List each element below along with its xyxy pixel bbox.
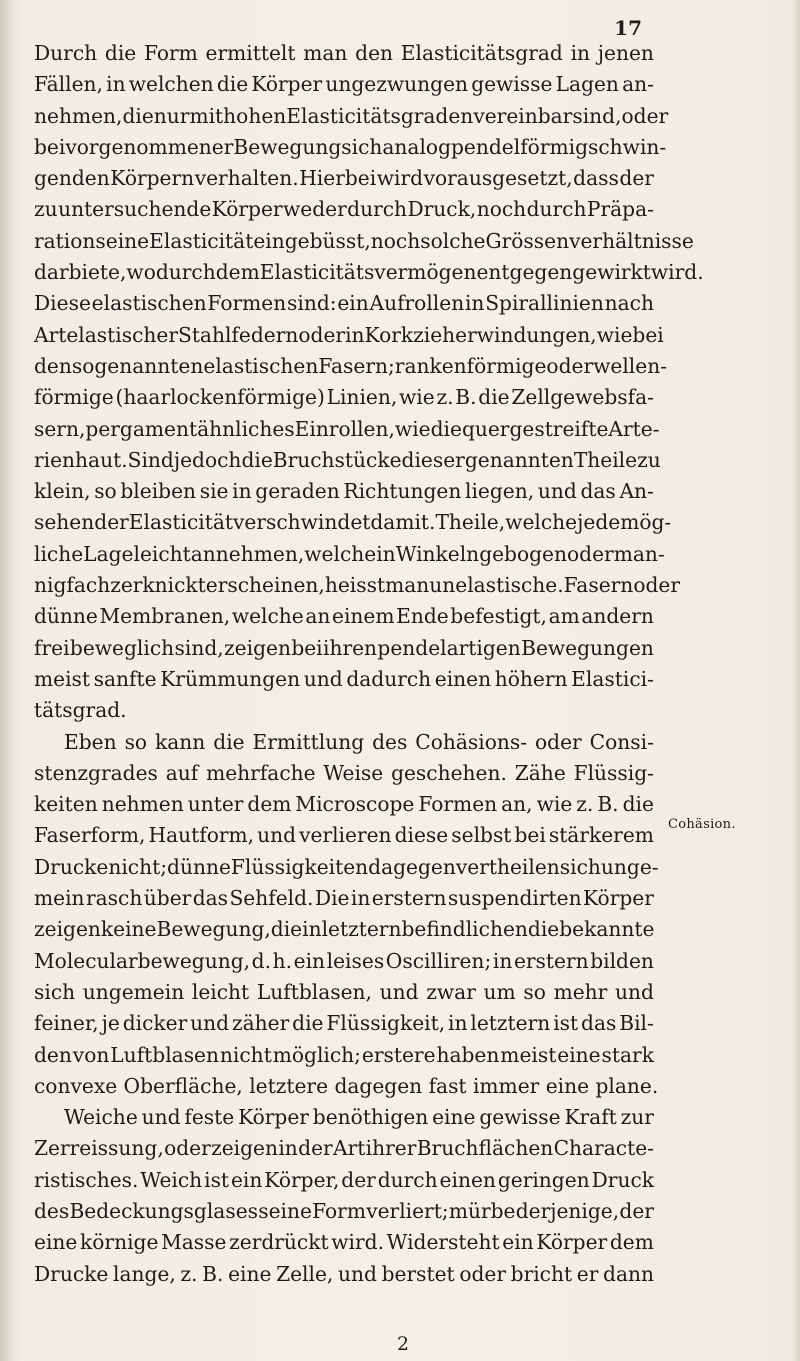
margin-note: Cohäsion.	[668, 817, 736, 832]
text-line: tätsgrad.	[34, 698, 127, 723]
text-line: Zerreissung, oder zeigen in der Art ihrer Bruchflächen Characte-	[34, 1136, 654, 1161]
text-line: stenzgrades auf mehrfache Weise geschehen. Zähe Flüssig-	[34, 760, 654, 785]
text-line: Drucke lange, z. B. eine Zelle, und berstet oder bricht er dann	[34, 1261, 654, 1286]
text-line: ristisches. Weich ist ein Körper, der durch einen geringen Druck	[34, 1167, 654, 1192]
text-line: keiten nehmen unter dem Microscope Formen an, wie z. B. die	[34, 792, 654, 817]
text-line: mein rasch über das Sehfeld. Die in erstern suspendirten Körper	[34, 886, 654, 911]
text-line: Diese elastischen Formen sind: ein Aufrollen in Spirallinien nach	[34, 291, 654, 316]
page-edge-shadow	[792, 0, 800, 1361]
text-line: eine körnige Masse zerdrückt wird. Widersteht ein Körper dem	[34, 1230, 654, 1255]
text-line: klein, so bleiben sie in geraden Richtungen liegen, und das An-	[34, 479, 654, 504]
text-line: darbiete, wodurch dem Elasticitätsvermögen entgegen gewirkt wird.	[34, 260, 704, 285]
text-line: des Bedeckungsglases seine Form verliert; mürbe derjenige, der	[34, 1198, 654, 1223]
text-line: zu untersuchende Körper weder durch Druck, noch durch Präpa-	[34, 197, 654, 222]
signature-mark: 2	[397, 1333, 410, 1355]
text-line: feiner, je dicker und zäher die Flüssigkeit, in letztern ist das Bil-	[34, 1011, 654, 1036]
text-line: sehen der Elasticität verschwindet damit. Theile, welche jede mög-	[34, 510, 672, 535]
text-line: nehmen, die nur mit hohen Elasticitätsgraden vereinbar sind, oder	[34, 103, 669, 128]
text-line: Weiche und feste Körper benöthigen eine gewisse Kraft zur	[64, 1105, 654, 1130]
text-line: zeigen keine Bewegung, die in letztern befindlichen die bekannte	[34, 917, 655, 942]
text-line: sich ungemein leicht Luftblasen, und zwar um so mehr und	[34, 979, 654, 1004]
text-line: Molecularbewegung, d. h. ein leises Oscilliren; in erstern bilden	[34, 948, 654, 973]
text-line: Art elastischer Stahlfedern oder in Korkzieherwindungen, wie bei	[34, 322, 664, 347]
body-text	[34, 38, 704, 1290]
text-line: bei vorgenommener Bewegung sich analog pendelförmig schwin-	[34, 134, 667, 159]
text-line: liche Lage leicht annehmen, welche in Winkeln gebogen oder man-	[34, 541, 665, 566]
text-line: Durch die Form ermittelt man den Elasticitätsgrad in jenen	[34, 41, 654, 65]
text-line: förmige (haarlockenförmige) Linien, wie z. B. die Zellgewebsfa-	[34, 385, 654, 410]
text-line: meist sanfte Krümmungen und dadurch einen höhern Elastici-	[34, 666, 654, 691]
text-line: Eben so kann die Ermittlung des Cohäsions- oder Consi-	[64, 729, 654, 754]
text-line: den sogenannten elastischen Fasern; rankenförmige oder wellen-	[34, 353, 668, 378]
text-line: sern, pergamentähnliches Einrollen, wie die quergestreifte Arte-	[34, 416, 660, 441]
text-line: Drucke nicht; dünne Flüssigkeiten dagegen vertheilen sich unge-	[34, 854, 659, 879]
text-line: Fällen, in welchen die Körper ungezwungen gewisse Lagen an-	[34, 72, 654, 97]
text-line: convexe Oberfläche, letztere dagegen fast immer eine plane.	[34, 1073, 659, 1098]
text-line: frei beweglich sind, zeigen bei ihren pendelartigen Bewegungen	[34, 635, 654, 660]
text-line: nigfach zerknickt erscheinen, heisst man unelastische. Fasern oder	[34, 573, 680, 598]
text-line: rienhaut. Sind jedoch die Bruchstücke dieser genannten Theile zu	[34, 447, 661, 472]
text-line: dünne Membranen, welche an einem Ende befestigt, am andern	[34, 604, 654, 629]
text-line: Faserform, Hautform, und verlieren diese selbst bei stärkerem	[34, 823, 654, 848]
text-line: genden Körpern verhalten. Hierbei wird vorausgesetzt, dass der	[34, 166, 654, 191]
gutter-shadow	[0, 0, 14, 1361]
page-number: 17	[614, 16, 642, 40]
text-line: den von Luftblasen nicht möglich; erstere haben meist eine stark	[34, 1042, 654, 1067]
text-line: ration seine Elasticität eingebüsst, noch solche Grössenverhältnisse	[34, 228, 694, 253]
